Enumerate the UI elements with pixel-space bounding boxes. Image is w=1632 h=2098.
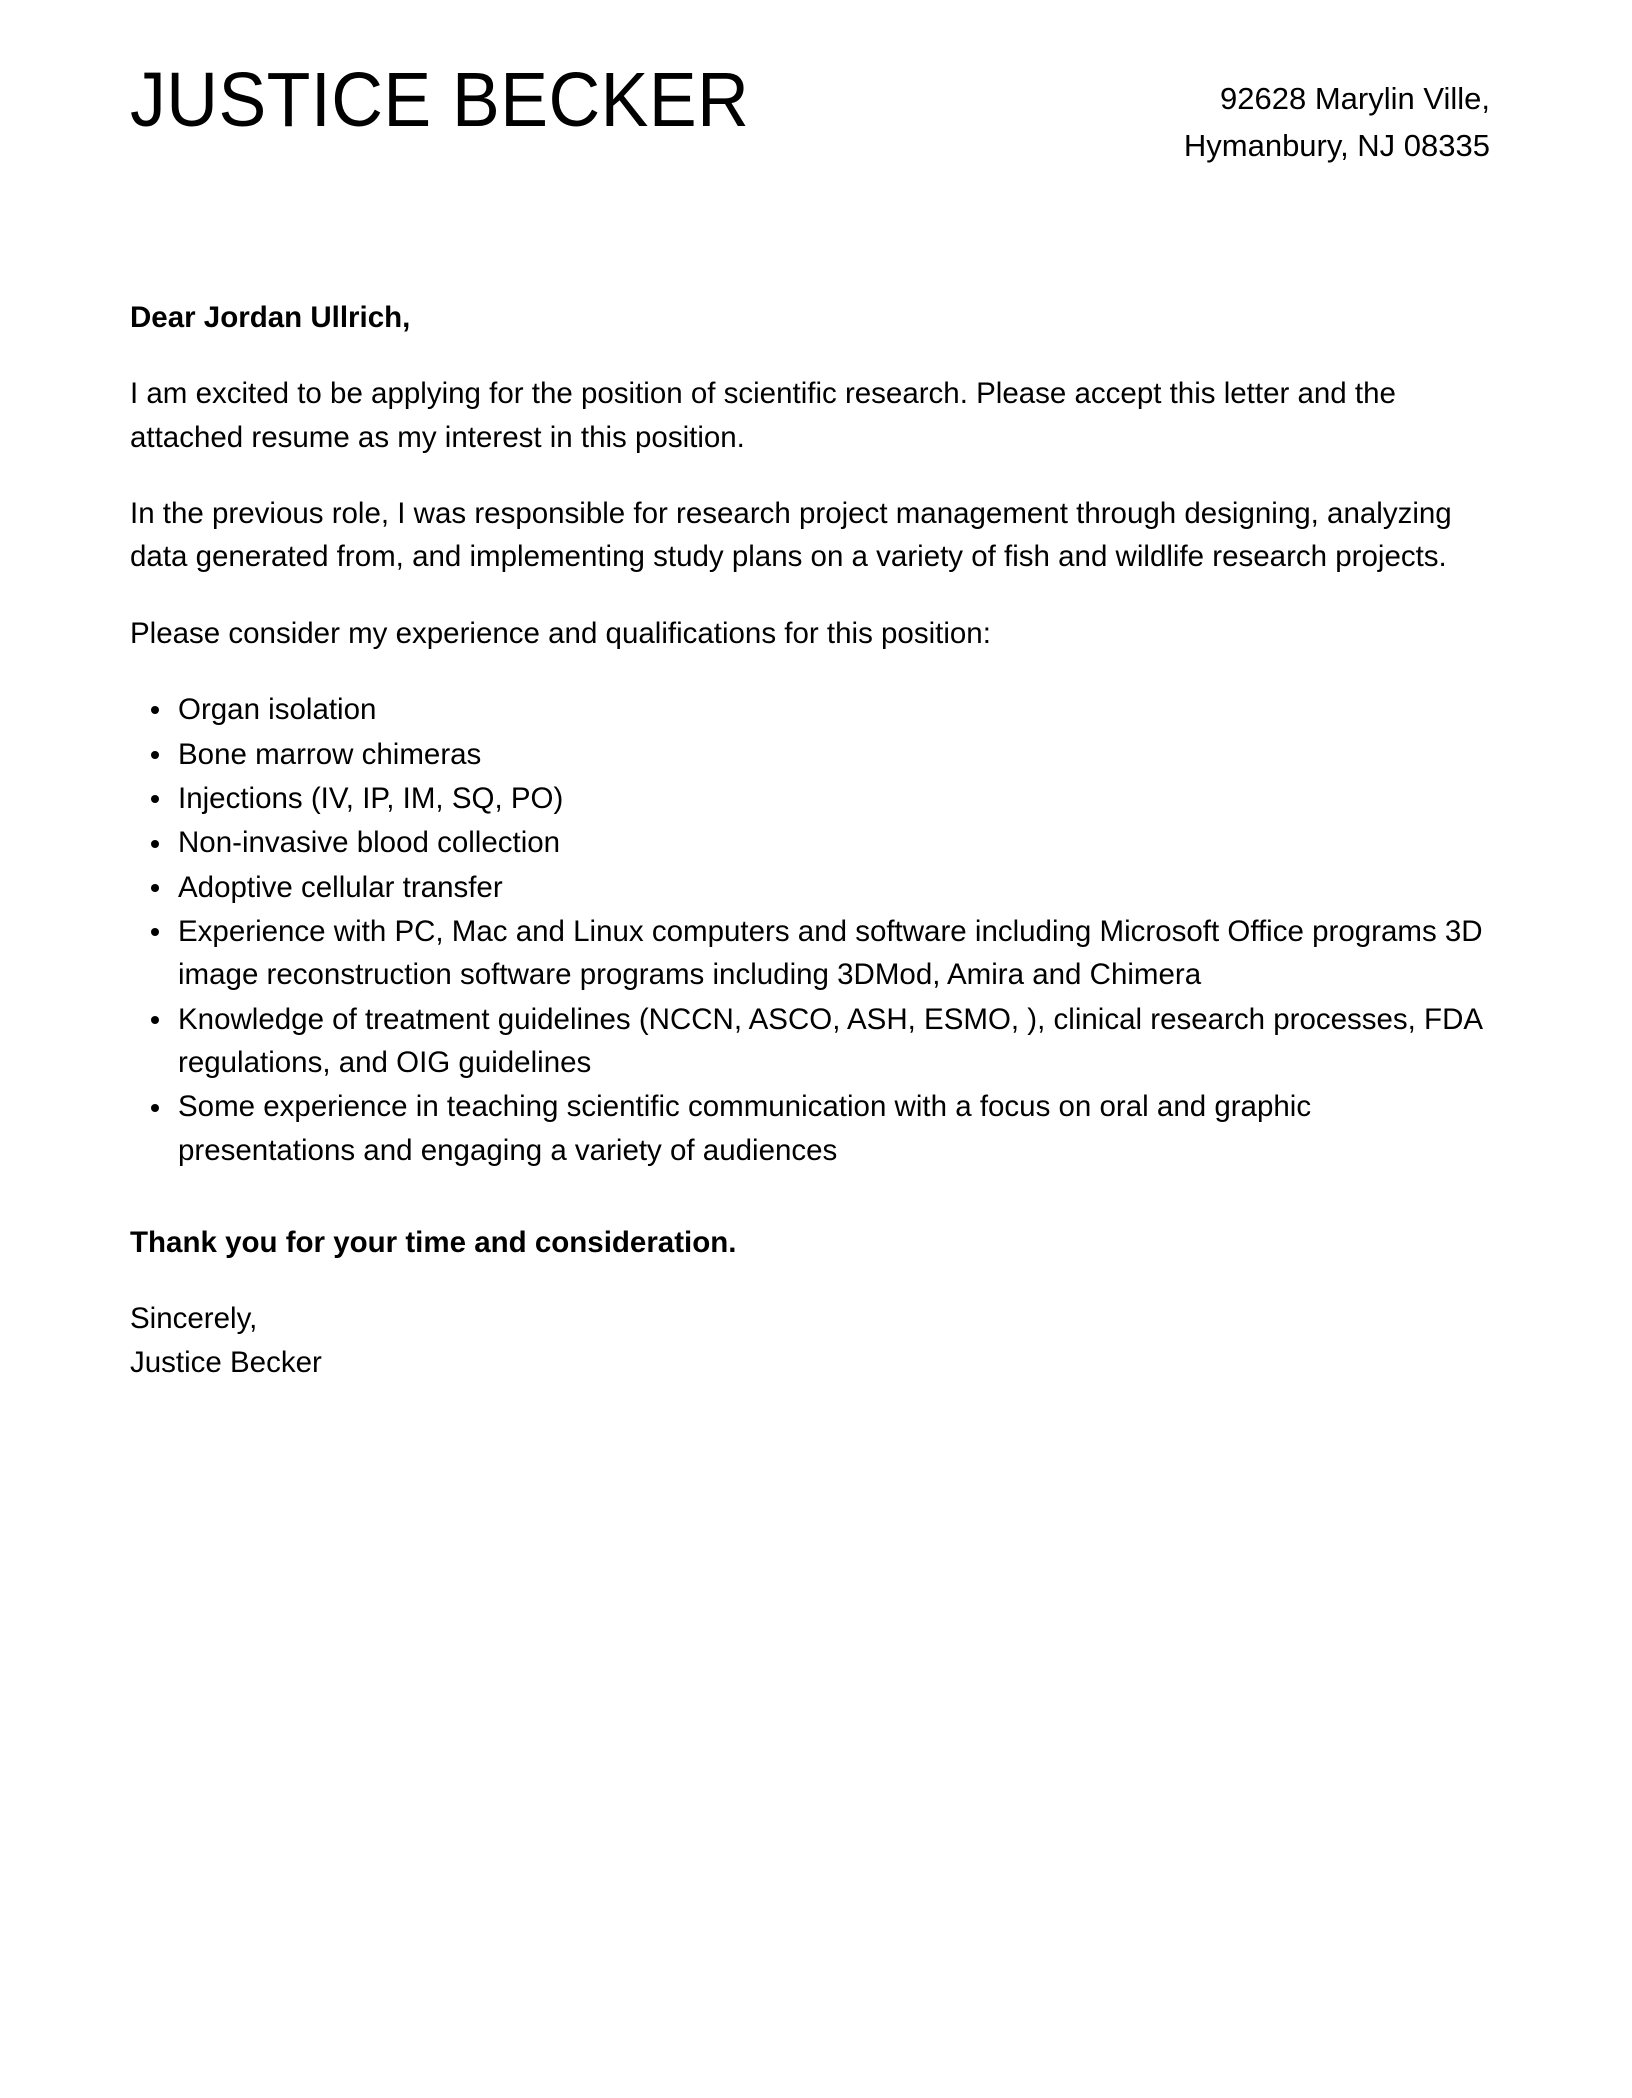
sender-address-block [1184, 62, 1490, 169]
valediction: Sincerely, [130, 1302, 258, 1336]
letterhead [130, 0, 1490, 169]
bullet-icon [151, 706, 159, 714]
list-item-label: Experience with PC, Mac and Linux computers and software including Microsoft Office programs 3D image reconstruction software programs including 3DMod, Amira and Chimera [178, 914, 1483, 992]
closing-thanks: Thank you for your time and consideration. [130, 1226, 737, 1260]
bullet-icon [151, 751, 159, 759]
bullet-icon [151, 884, 159, 892]
sender-name-heading: JUSTICE BECKER [130, 57, 750, 143]
list-item-label: Bone marrow chimeras [178, 737, 482, 771]
list-item [130, 733, 1490, 776]
signature-name: Justice Becker [130, 1345, 322, 1379]
list-item [130, 910, 1490, 997]
body-paragraph-3: Please consider my experience and qualifications for this position: [130, 616, 991, 650]
list-item [130, 821, 1490, 864]
list-item-label: Some experience in teaching scientific communication with a focus on oral and graphic presentations and engaging a variety of audiences [178, 1090, 1312, 1167]
bullet-icon [151, 928, 159, 936]
list-item [130, 866, 1490, 909]
qualifications-list [130, 688, 1490, 1172]
list-item-label: Non-invasive blood collection [178, 826, 561, 860]
list-item-label: Injections (IV, IP, IM, SQ, PO) [178, 781, 564, 815]
bullet-icon [151, 795, 159, 803]
list-item [130, 998, 1490, 1085]
list-item-label: Adoptive cellular transfer [178, 870, 503, 904]
signoff-block [130, 1297, 1490, 1384]
address-line-city-state-zip: Hymanbury, NJ 08335 [1183, 127, 1490, 163]
bullet-icon [151, 1104, 159, 1112]
list-item [130, 688, 1490, 731]
bullet-icon [151, 1016, 159, 1024]
list-item [130, 777, 1490, 820]
address-line-street: 92628 Marylin Ville, [1220, 81, 1490, 116]
letter-content-area [130, 0, 1490, 1384]
list-item-label: Organ isolation [178, 693, 377, 727]
body-paragraph-1: I am excited to be applying for the position of scientific research. Please accept this letter and the attached resume as my interest in this position. [130, 377, 1396, 454]
letter-body [130, 296, 1490, 1384]
body-paragraph-2: In the previous role, I was responsible for research project management through designing, analyzing data generated from, and implementing study plans on a variety of fish and wildlife research projects. [130, 497, 1452, 574]
bullet-icon [151, 840, 159, 848]
list-item [130, 1085, 1490, 1172]
salutation: Dear Jordan Ullrich, [130, 301, 411, 334]
list-item-label: Knowledge of treatment guidelines (NCCN, ASCO, ASH, ESMO, ), clinical research processes, FDA regulations, and OIG guidelines [178, 1002, 1482, 1080]
